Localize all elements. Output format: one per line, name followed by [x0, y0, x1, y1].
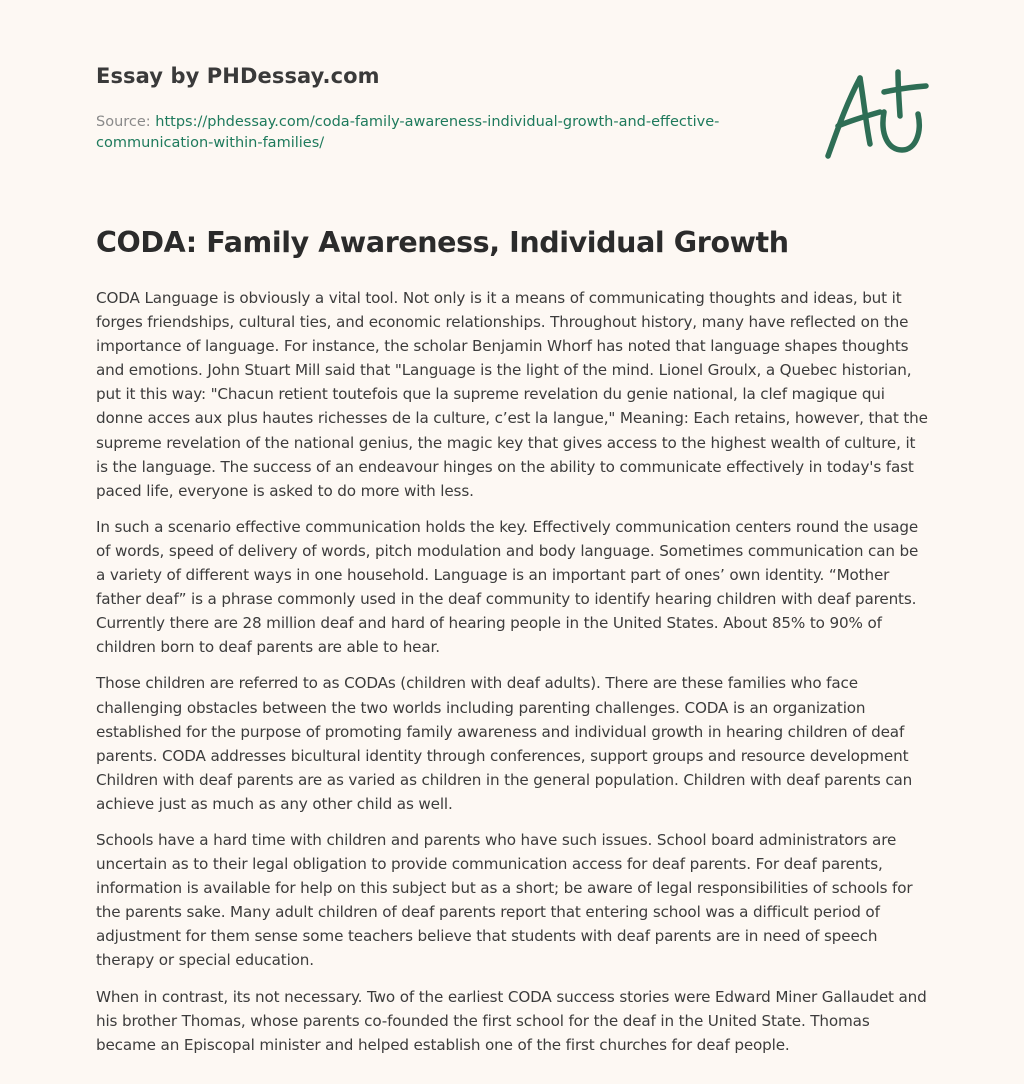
essay-title: CODA: Family Awareness, Individual Growth: [96, 226, 789, 259]
essay-paragraph: Those children are referred to as CODAs (children with deaf adults). There are these families who face challenging obstacles between the two worlds including parenting challenges. CODA is an organization established for the purpose of promoting family awareness and individual growth in hearing children of deaf parents. CODA addresses bicultural identity through conferences, support groups and resource development Children with deaf parents are as varied as children in the general population. Children with deaf parents can achieve just as much as any other child as well.: [96, 674, 913, 813]
a-plus-logo-svg: [822, 64, 932, 168]
site-header: [96, 64, 796, 88]
essay-paragraph: CODA Language is obviously a vital tool. Not only is it a means of communicating thoughts and ideas, but it forges friendships, cultural ties, and economic relationships. Throughout history, many have reflected on the importance of language. For instance, the scholar Benjamin Whorf has noted that language shapes thoughts and emotions. John Stuart Mill said that "Language is the light of the mind. Lionel Groulx, a Quebec historian, put it this way: "Chacun retient toutefois que la supreme revelation du genie national, la clef magique qui donne acces aux plus hautes richesses de la culture, c’est la langue," Meaning: Each retains, however, that the supreme revelation of the national genius, the magic key that gives access to the highest wealth of culture, it is the language. The success of an endeavour hinges on the ability to communicate effectively in today's fast paced life, everyone is asked to do more with less.: [96, 289, 928, 500]
a-plus-logo-icon: [822, 64, 932, 168]
essay-body: [96, 286, 931, 1069]
source-line: [96, 112, 776, 154]
source-label: Source:: [96, 114, 156, 130]
essay-paragraph: Schools have a hard time with children and parents who have such issues. School board administrators are uncertain as to their legal obligation to provide communication access for deaf parents. For deaf parents, information is available for help on this subject but as a short; be aware of legal responsibilities of schools for the parents sake. Many adult children of deaf parents report that entering school was a difficult period of adjustment for them sense some teachers believe that students with deaf parents are in need of speech therapy or special education.: [96, 830, 913, 970]
source-link[interactable]: https://phdessay.com/coda-family-awareness-individual-growth-and-effective-communication-within-families/: [96, 114, 720, 151]
brand-title: Essay by PHDessay.com: [96, 64, 380, 88]
essay-paragraph: In such a scenario effective communication holds the key. Effectively communication centers round the usage of words, speed of delivery of words, pitch modulation and body language. Sometimes communication can be a variety of different ways in one household. Language is an important part of ones’ own identity. “Mother father deaf” is a phrase commonly used in the deaf community to identify hearing children with deaf parents. Currently there are 28 million deaf and hard of hearing people in the United States. About 85% to 90% of children born to deaf parents are able to hear.: [96, 517, 919, 657]
essay-paragraph: When in contrast, its not necessary. Two of the earliest CODA success stories were Edward Miner Gallaudet and his brother Thomas, whose parents co-founded the first school for the deaf in the United State. Thomas became an Episcopal minister and helped establish one of the first churches for deaf people.: [96, 987, 927, 1054]
